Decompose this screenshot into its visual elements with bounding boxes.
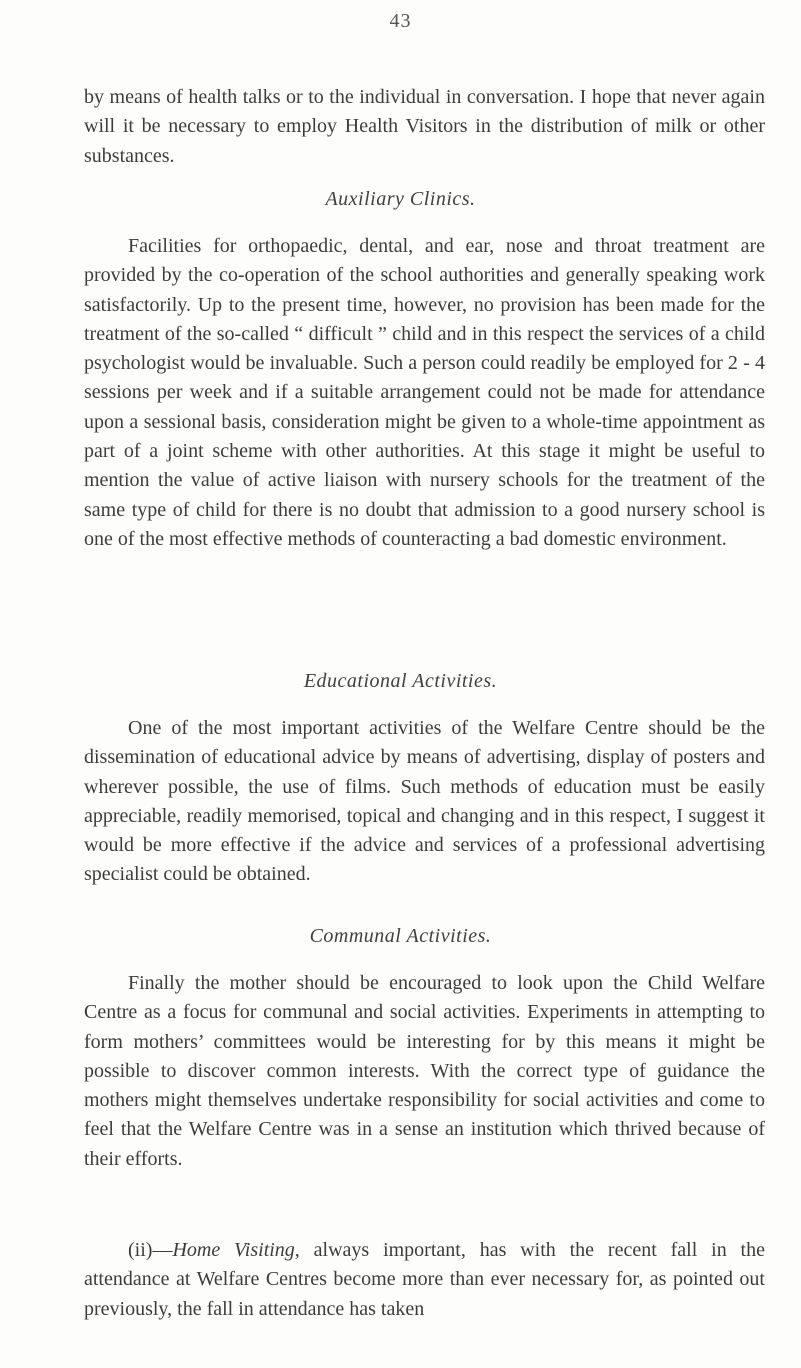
home-visiting-title: Home Visiting,	[172, 1239, 300, 1261]
page-number: 43	[389, 10, 412, 32]
heading-auxiliary-clinics: Auxiliary Clinics.	[325, 188, 476, 210]
paragraph-communal-activities: Finally the mother should be encouraged to look upon the Child Welfare Centre as a focus for communal and social activities. Experiments in attempting to form mothers’ committees would be interesting for by this means it might be possible to discover common interests. With the correct type of guidance the mothers might themselves undertake responsibility for social activities and come to feel that the Welfare Centre was in a sense an institution which thrived because of their efforts.	[84, 972, 765, 1170]
heading-educational-activities: Educational Activities.	[303, 670, 498, 692]
intro-paragraph: by means of health talks or to the individual in conversation. I hope that never again will it be necessary to employ Health Visitors in the distribution of milk or other substances.	[84, 86, 765, 167]
paragraph-educational-activities: One of the most important activities of the Welfare Centre should be the dissemination of educational advice by means of advertising, display of posters and wherever possible, the use of films. Such methods of education must be easily appreciable, readily memorised, topical and changing and in this respect, I suggest it would be more effective if the advice and services of a professional advertising specialist could be obtained.	[84, 717, 765, 886]
home-visiting-label: (ii)	[128, 1239, 153, 1261]
home-visiting-dash: —	[152, 1239, 173, 1261]
home-visiting-text: always important, has with the recent fall in the attendance at Welfare Centres become more than ever necessary for, as pointed out previously, the fall in attendance has taken	[84, 1239, 765, 1320]
paragraph-auxiliary-clinics: Facilities for orthopaedic, dental, and ear, nose and throat treatment are provided by the co-operation of the school authorities and generally speaking work satisfactorily. Up to the present time, however, no provision has been made for the treatment of the so-called “ difficult ” child and in this respect the services of a child psychologist would be invaluable. Such a person could readily be employed for 2 - 4 sessions per week and if a suitable arrangement could not be made for attendance upon a sessional basis, consideration might be given to a whole-time appointment as part of a joint scheme with other authorities. At this stage it might be useful to mention the value of active liaison with nursery schools for the treatment of the same type of child for there is no doubt that admission to a good nursery school is one of the most effective methods of counteracting a bad domestic environment.	[84, 235, 765, 550]
heading-communal-activities: Communal Activities.	[309, 925, 492, 947]
paragraph-home-visiting	[84, 1236, 765, 1324]
